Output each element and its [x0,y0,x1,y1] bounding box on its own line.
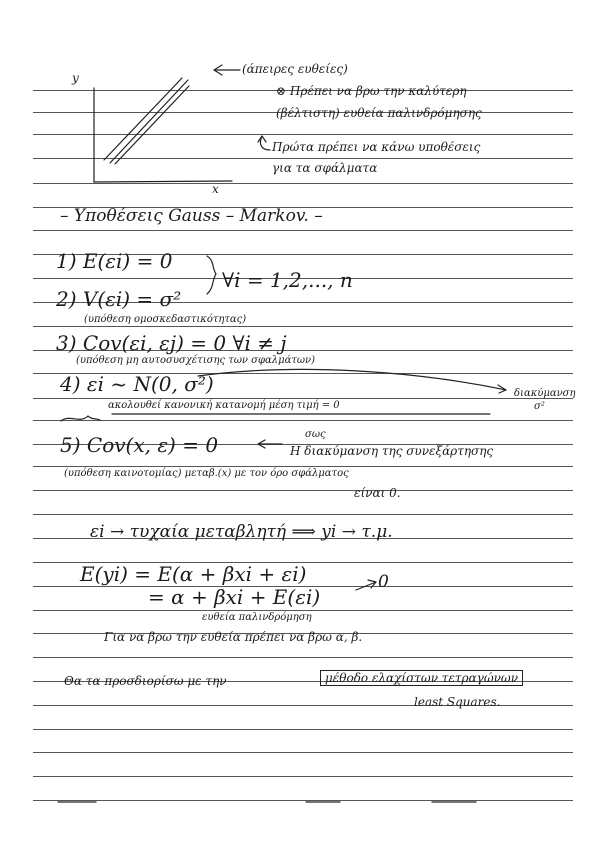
assumption-3: 3) Cov(εi, εj) = 0 ∀i ≠ j [56,331,287,355]
assumption-5-desc: Η διακύμανση της συνεξάρτησης [290,444,494,458]
least-squares-box: μέθοδο ελαχίστων τετραγώνων [320,670,523,686]
regression-line-sketch [110,80,188,163]
random-variable-line: εi → τυχαία μεταβλητή ⟹ yi → τ.μ. [90,522,393,542]
note-assumptions-2: για τα σφάλματα [272,161,378,175]
assumption-5-note-2: είναι 0. [354,486,401,500]
axis-label-y: y [72,71,79,85]
scribble-sketch [61,416,100,421]
note-straight-lines: (άπειρες ευθείες) [242,62,348,76]
axis-label-x: x [212,182,219,196]
assumption-4: 4) εi ~ N(0, σ²) [60,372,214,396]
variance-symbol: σ² [534,401,545,412]
assumption-4-note: ακολουθεί κανονική κατανομή μέση τιμή = 0 [108,400,340,411]
expectation-line-1: E(yi) = E(α + βxi + εi) [80,562,307,586]
brace-sketch [207,256,216,294]
arrow-sketch [258,440,282,448]
expectation-zero: 0 [378,572,389,592]
section-heading: – Υποθέσεις Gauss – Markov. – [60,206,323,226]
assumption-2: 2) V(εi) = σ² [56,287,182,311]
note-best-line-2: (βέλτιστη) ευθεία παλινδρόμησης [276,106,482,120]
expectation-line-2: = α + βxi + E(εi) [148,585,321,609]
arrow-sketch [260,136,270,150]
regression-line-sketch [104,78,182,160]
assumption-5-superscript: σως [305,429,326,440]
assumption-for-all: ∀i = 1,2,..., n [222,268,353,292]
assumption-1: 1) E(εi) = 0 [56,249,173,273]
note-assumptions-1: Πρώτα πρέπει να κάνω υποθέσεις [272,140,481,154]
variance-label: διακύμανση [514,388,576,399]
assumption-5: 5) Cov(x, ε) = 0 [60,433,219,457]
arrow-sketch [258,136,266,142]
assumption-3-note: (υπόθεση μη αυτοσυσχέτισης των σφαλμάτων) [76,355,315,366]
expectation-note: ευθεία παλινδρόμηση [202,612,312,623]
note-best-line-1: ⊗ Πρέπει να βρω την καλύτερη [276,84,467,98]
assumption-2-note: (υπόθεση ομοσκεδαστικότητας) [84,314,247,325]
expectation-find: Για να βρω την ευθεία πρέπει να βρω α, β. [104,630,363,644]
least-squares-intro: Θα τα προσδιορίσω με την [64,674,227,688]
regression-line-sketch [115,86,189,164]
least-squares-english: least Squares. [414,695,501,709]
arrow-sketch [198,369,506,390]
assumption-5-note-1: (υπόθεση καινοτομίας) μεταβ.(x) με τον όρο σφάλματος [64,468,349,479]
